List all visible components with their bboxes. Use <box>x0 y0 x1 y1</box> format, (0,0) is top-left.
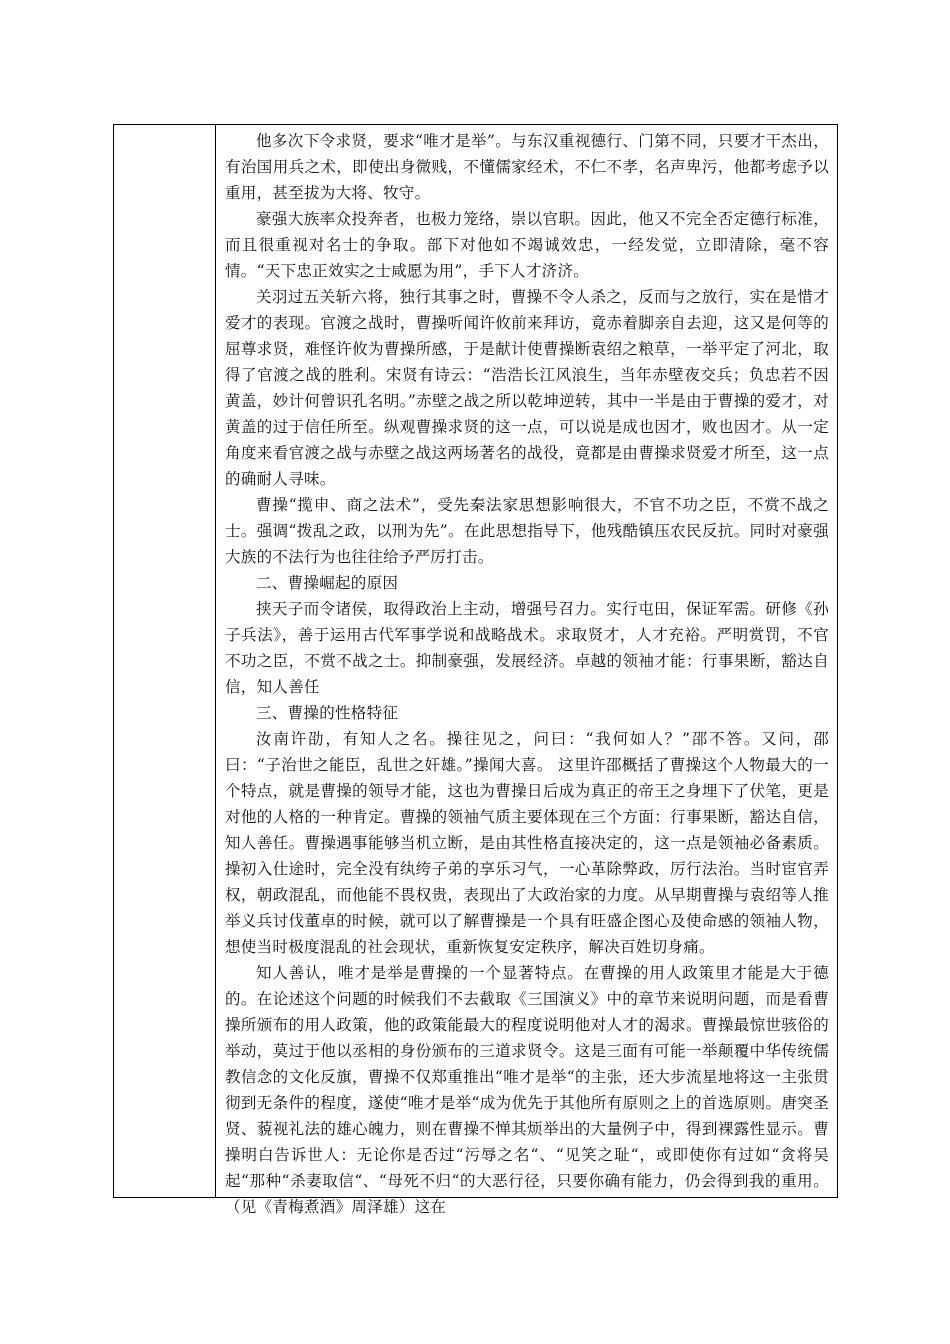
paragraph-rise-reasons: 挟天子而令诸侯，取得政治上主动，增强号召力。实行屯田，保证军需。研修《孙子兵法》，善于运用古代军事学说和战略战术。求取贤才，人才充裕。严明赏罚，不官不功之臣，不赏不战之士。抑制豪强，发展经济。卓越的领袖才能：行事果断，豁达自信，知人善任 <box>225 600 829 696</box>
paragraph-xu-shao: 汝南许劭，有知人之名。操往见之，问曰：“我何如人？”邵不答。又问，邵曰：“子治世之能臣，乱世之奸雄。”操闻大喜。 这里许邵概括了曹操这个人物最大的一个特点，就是曹操的领导才能，这也为曹操日后成为真正的帝王之身埋下了伏笔，更是对他的人格的一种肯定。曹操的领袖气质主要体现在三个方面：行事果断，豁达自信，知人善任。曹操遇事能够当机立断，是由其性格直接决定的，这一点是领袖必备素质。操初入仕途时，完全没有纨绔子弟的享乐习气，一心革除弊政，厉行法治。当时宦官弄权，朝政混乱，而他能不畏权贵，表现出了大政治家的力度。从早期曹操与袁绍等人推举义兵讨伐董卓的时候，就可以了解曹操是一个具有旺盛企图心及使命感的领袖人物，想使当时极度混乱的社会现状，重新恢复安定秩序，解决百姓切身痛。 <box>225 730 829 956</box>
content-table <box>113 124 838 1216</box>
table-content-cell <box>217 125 837 1216</box>
paragraph-guan-yu-example: 关羽过五关斩六将，独行其事之时，曹操不令人杀之，反而与之放行，实在是惜才爱才的表现。官渡之战时，曹操听闻许攸前来拜访，竟赤着脚亲自去迎，这又是何等的屈尊求贤，难怪许攸为曹操所感，于是献计使曹操断袁绍之粮草，一举平定了河北，取得了官渡之战的胜利。宋贤有诗云：“浩浩长江风浪生，当年赤壁夜交兵；负忠若不因黄盖，妙计何曾识孔名明。”赤壁之战之所以乾坤逆转，其中一半是由于曹操的爱才，对黄盖的过于信任所至。纵观曹操求贤的这一点，可以说是成也因才，败也因才。从一定角度来看官渡之战与赤壁之战这两场著名的战役，竟都是由曹操求贤爱才所至，这一点的确耐人寻味。 <box>225 288 829 488</box>
table-left-cell <box>114 125 216 1197</box>
paragraph-legalism: 曹操“揽申、商之法术”，受先秦法家思想影响很大，不官不功之臣，不赏不战之士。强调“拨乱之政，以刑为先”。在此思想指导下，他残酷镇压农民反抗。同时对豪强大族的不法行为也往往给予严厉打击。 <box>225 496 829 566</box>
paragraph-gentry-recruitment: 豪强大族率众投奔者，也极力笼络，崇以官职。因此，他又不完全否定德行标准，而且很重视对名士的争取。部下对他如不竭诚效忠，一经发觉，立即清除，毫不容情。“天下忠正效实之士咸愿为用”，手下人才济济。 <box>225 210 829 280</box>
paragraph-talent-policy: 他多次下令求贤，要求“唯才是举”。与东汉重视德行、门第不同，只要才干杰出，有治国用兵之术，即使出身微贱，不懂儒家经术，不仁不孝，名声卑污，他都考虑予以重用，甚至拔为大将、牧守。 <box>225 132 829 202</box>
paragraph-merit-recruitment: 知人善认，唯才是举是曹操的一个显著特点。在曹操的用人政策里才能是大于德的。在论述这个问题的时候我们不去截取《三国演义》中的章节来说明问题，而是看曹操所颁布的用人政策，他的政策能最大的程度说明他对人才的渴求。曹操最惊世骇俗的举动，莫过于他以丞相的身份颁布的三道求贤令。这是三面有可能一举颠覆中华传统儒教信念的文化反旗，曹操不仅郑重推出“唯才是举“的主张，还大步流星地将这一主张贯彻到无条件的程度，遂使“唯才是举“成为优先于其他所有原则之上的首选原则。唐突圣贤、藐视礼法的雄心魄力，则在曹操不惮其烦举出的大量例子中，得到裸露性显示。曹操明白告诉世人：无论你是否过“污辱之名“、“见笑之耻“，或即使你有过如“贪将吴起“那种“杀妻取信“、“母死不归“的大恶行径，只要你确有能力，仍会得到我的重用。（见《青梅煮酒》周泽雄）这在 <box>225 964 829 1216</box>
section-heading-personality: 三、曹操的性格特征 <box>256 704 399 722</box>
section-heading-rise-reasons: 二、曹操崛起的原因 <box>256 574 399 592</box>
